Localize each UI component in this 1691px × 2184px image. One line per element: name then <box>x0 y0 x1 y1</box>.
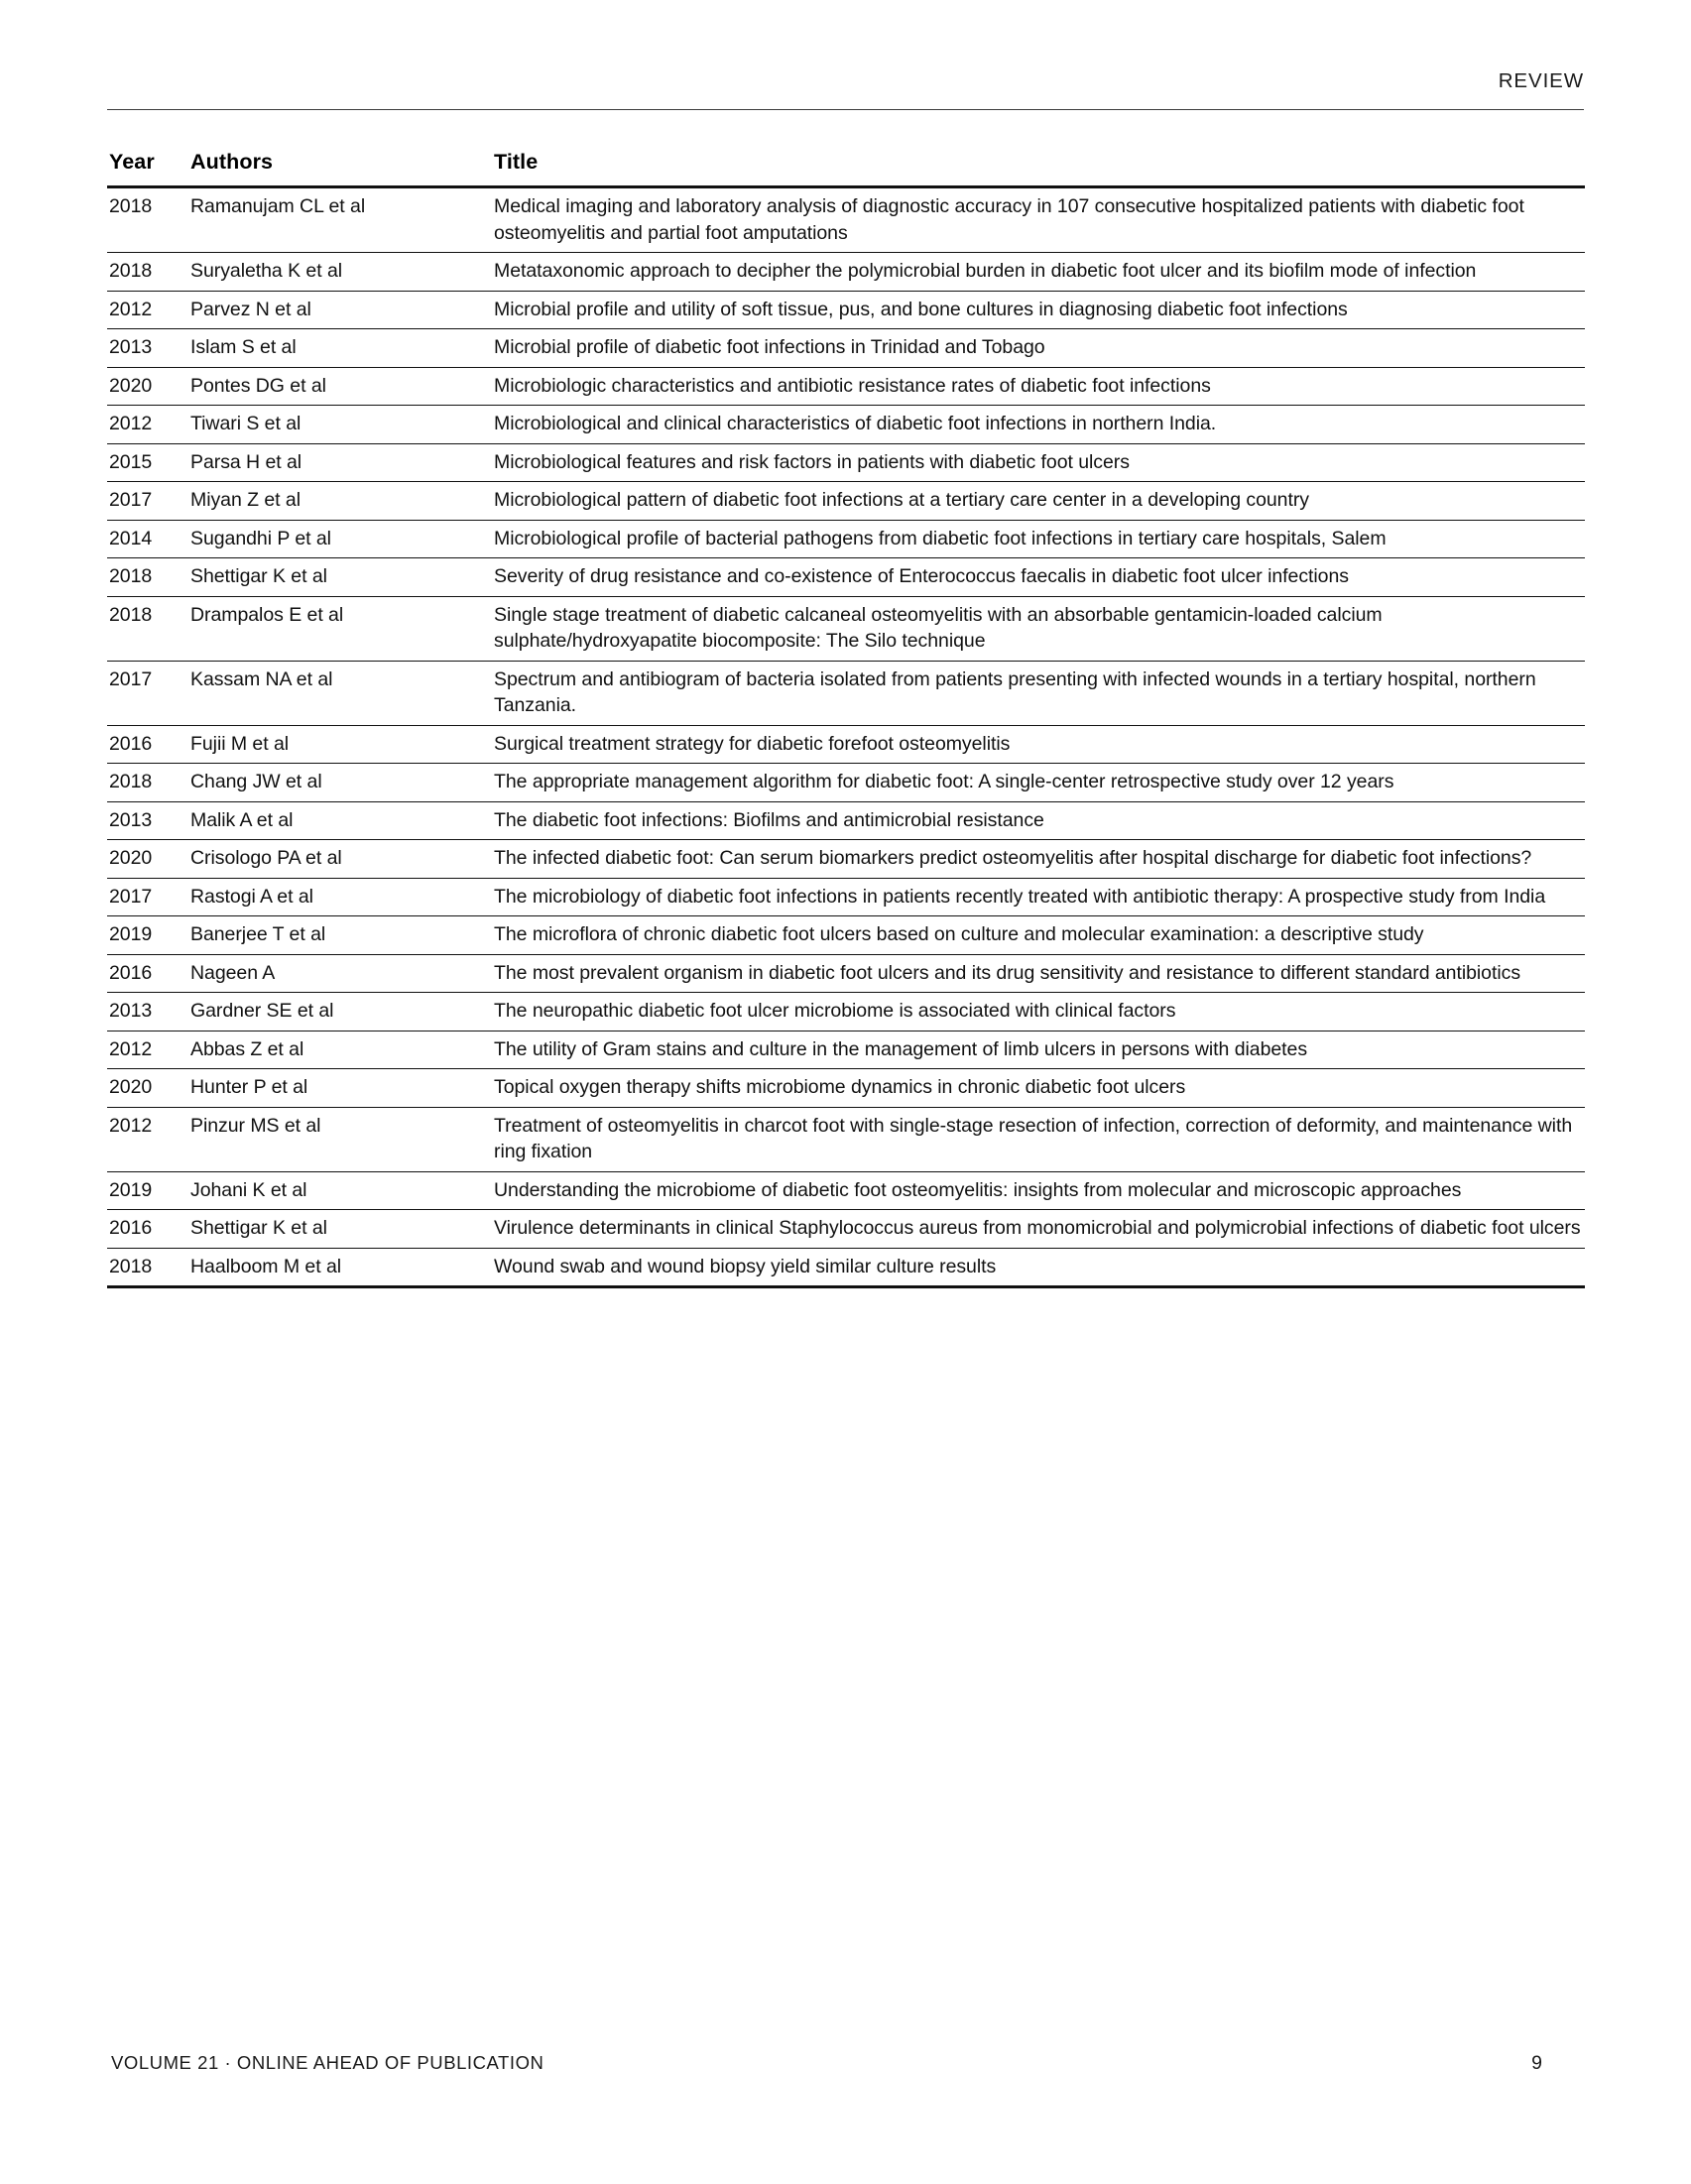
cell-authors: Malik A et al <box>188 801 491 840</box>
running-head-label: REVIEW <box>1498 69 1584 92</box>
cell-title: Microbiological features and risk factors in patients with diabetic foot ulcers <box>491 443 1585 482</box>
table-row <box>107 954 1585 993</box>
cell-year: 2017 <box>107 661 188 725</box>
cell-year: 2019 <box>107 1171 188 1210</box>
cell-authors: Fujii M et al <box>188 725 491 764</box>
table-row <box>107 878 1585 916</box>
cell-year: 2018 <box>107 1248 188 1287</box>
table-row <box>107 1069 1585 1108</box>
cell-title: The infected diabetic foot: Can serum biomarkers predict osteomyelitis after hospital discharge for diabetic foot infections? <box>491 840 1585 879</box>
table-row <box>107 1210 1585 1249</box>
cell-year: 2020 <box>107 840 188 879</box>
cell-title: The neuropathic diabetic foot ulcer microbiome is associated with clinical factors <box>491 993 1585 1031</box>
table-header <box>107 149 1585 187</box>
table-row <box>107 253 1585 292</box>
column-header-authors: Authors <box>188 149 491 187</box>
cell-year: 2018 <box>107 558 188 597</box>
cell-authors: Ramanujam CL et al <box>188 187 491 253</box>
cell-authors: Shettigar K et al <box>188 558 491 597</box>
cell-year: 2012 <box>107 1031 188 1069</box>
cell-title: The diabetic foot infections: Biofilms and antimicrobial resistance <box>491 801 1585 840</box>
cell-year: 2016 <box>107 725 188 764</box>
cell-title: Single stage treatment of diabetic calcaneal osteomyelitis with an absorbable gentamicin-loaded calcium sulphate/hydroxyapatite biocomposite: The Silo technique <box>491 596 1585 661</box>
table-row <box>107 1248 1585 1287</box>
cell-year: 2012 <box>107 406 188 444</box>
footer-volume-line: VOLUME 21 · ONLINE AHEAD OF PUBLICATION <box>111 2052 544 2073</box>
cell-title: Severity of drug resistance and co-existence of Enterococcus faecalis in diabetic foot ulcer infections <box>491 558 1585 597</box>
cell-title: Metataxonomic approach to decipher the polymicrobial burden in diabetic foot ulcer and its biofilm mode of infection <box>491 253 1585 292</box>
cell-year: 2013 <box>107 329 188 368</box>
table-row <box>107 520 1585 558</box>
cell-year: 2012 <box>107 291 188 329</box>
cell-authors: Kassam NA et al <box>188 661 491 725</box>
cell-authors: Chang JW et al <box>188 764 491 802</box>
table-row <box>107 801 1585 840</box>
cell-year: 2020 <box>107 367 188 406</box>
cell-authors: Suryaletha K et al <box>188 253 491 292</box>
cell-title: The utility of Gram stains and culture in the management of limb ulcers in persons with diabetes <box>491 1031 1585 1069</box>
column-header-title: Title <box>491 149 1585 187</box>
cell-title: The appropriate management algorithm for diabetic foot: A single-center retrospective study over 12 years <box>491 764 1585 802</box>
table-row <box>107 443 1585 482</box>
table-row <box>107 187 1585 253</box>
cell-title: Topical oxygen therapy shifts microbiome dynamics in chronic diabetic foot ulcers <box>491 1069 1585 1108</box>
cell-authors: Hunter P et al <box>188 1069 491 1108</box>
cell-title: Microbiological pattern of diabetic foot infections at a tertiary care center in a developing country <box>491 482 1585 521</box>
cell-year: 2015 <box>107 443 188 482</box>
table-row <box>107 725 1585 764</box>
cell-authors: Miyan Z et al <box>188 482 491 521</box>
cell-authors: Johani K et al <box>188 1171 491 1210</box>
table-row <box>107 840 1585 879</box>
cell-year: 2017 <box>107 878 188 916</box>
running-head-rule <box>107 109 1584 110</box>
cell-title: The microbiology of diabetic foot infections in patients recently treated with antibiotic therapy: A prospective study from India <box>491 878 1585 916</box>
cell-title: Virulence determinants in clinical Staphylococcus aureus from monomicrobial and polymicrobial infections of diabetic foot ulcers <box>491 1210 1585 1249</box>
table-row <box>107 764 1585 802</box>
table-body <box>107 187 1585 1287</box>
table-row <box>107 558 1585 597</box>
table-row <box>107 329 1585 368</box>
cell-authors: Gardner SE et al <box>188 993 491 1031</box>
bibliography-table-container <box>107 149 1585 1288</box>
cell-authors: Haalboom M et al <box>188 1248 491 1287</box>
cell-authors: Tiwari S et al <box>188 406 491 444</box>
cell-title: Microbiological profile of bacterial pathogens from diabetic foot infections in tertiary care hospitals, Salem <box>491 520 1585 558</box>
cell-authors: Rastogi A et al <box>188 878 491 916</box>
cell-authors: Shettigar K et al <box>188 1210 491 1249</box>
cell-title: Spectrum and antibiogram of bacteria isolated from patients presenting with infected wounds in a tertiary hospital, northern Tanzania. <box>491 661 1585 725</box>
cell-authors: Banerjee T et al <box>188 916 491 955</box>
table-row <box>107 367 1585 406</box>
table-row <box>107 993 1585 1031</box>
cell-authors: Abbas Z et al <box>188 1031 491 1069</box>
cell-title: The microflora of chronic diabetic foot ulcers based on culture and molecular examination: a descriptive study <box>491 916 1585 955</box>
cell-title: Surgical treatment strategy for diabetic forefoot osteomyelitis <box>491 725 1585 764</box>
table-row <box>107 661 1585 725</box>
cell-title: Understanding the microbiome of diabetic foot osteomyelitis: insights from molecular and microscopic approaches <box>491 1171 1585 1210</box>
cell-year: 2014 <box>107 520 188 558</box>
cell-year: 2018 <box>107 187 188 253</box>
table-row <box>107 482 1585 521</box>
cell-title: Microbiological and clinical characteristics of diabetic foot infections in northern India. <box>491 406 1585 444</box>
cell-authors: Crisologo PA et al <box>188 840 491 879</box>
cell-title: Medical imaging and laboratory analysis of diagnostic accuracy in 107 consecutive hospitalized patients with diabetic foot osteomyelitis and partial foot amputations <box>491 187 1585 253</box>
cell-authors: Pinzur MS et al <box>188 1107 491 1171</box>
table-row <box>107 1031 1585 1069</box>
running-head <box>107 69 1584 113</box>
cell-year: 2016 <box>107 1210 188 1249</box>
table-header-row <box>107 149 1585 187</box>
footer-page-number: 9 <box>1531 2052 1542 2074</box>
cell-year: 2018 <box>107 764 188 802</box>
table-row <box>107 1171 1585 1210</box>
cell-authors: Sugandhi P et al <box>188 520 491 558</box>
table-row <box>107 596 1585 661</box>
cell-authors: Islam S et al <box>188 329 491 368</box>
cell-year: 2019 <box>107 916 188 955</box>
cell-title: Treatment of osteomyelitis in charcot foot with single-stage resection of infection, correction of deformity, and maintenance with ring fixation <box>491 1107 1585 1171</box>
bibliography-table <box>107 149 1585 1288</box>
cell-authors: Parvez N et al <box>188 291 491 329</box>
cell-authors: Nageen A <box>188 954 491 993</box>
cell-year: 2018 <box>107 596 188 661</box>
cell-title: Microbial profile of diabetic foot infections in Trinidad and Tobago <box>491 329 1585 368</box>
cell-title: Microbial profile and utility of soft tissue, pus, and bone cultures in diagnosing diabetic foot infections <box>491 291 1585 329</box>
table-row <box>107 406 1585 444</box>
cell-year: 2018 <box>107 253 188 292</box>
cell-title: The most prevalent organism in diabetic foot ulcers and its drug sensitivity and resistance to different standard antibiotics <box>491 954 1585 993</box>
cell-authors: Pontes DG et al <box>188 367 491 406</box>
cell-year: 2017 <box>107 482 188 521</box>
table-row <box>107 291 1585 329</box>
cell-year: 2013 <box>107 801 188 840</box>
cell-year: 2013 <box>107 993 188 1031</box>
cell-title: Wound swab and wound biopsy yield similar culture results <box>491 1248 1585 1287</box>
page-footer <box>111 2051 1584 2081</box>
column-header-year: Year <box>107 149 188 187</box>
table-row <box>107 916 1585 955</box>
cell-year: 2016 <box>107 954 188 993</box>
cell-year: 2020 <box>107 1069 188 1108</box>
cell-authors: Drampalos E et al <box>188 596 491 661</box>
cell-authors: Parsa H et al <box>188 443 491 482</box>
cell-title: Microbiologic characteristics and antibiotic resistance rates of diabetic foot infections <box>491 367 1585 406</box>
table-row <box>107 1107 1585 1171</box>
cell-year: 2012 <box>107 1107 188 1171</box>
